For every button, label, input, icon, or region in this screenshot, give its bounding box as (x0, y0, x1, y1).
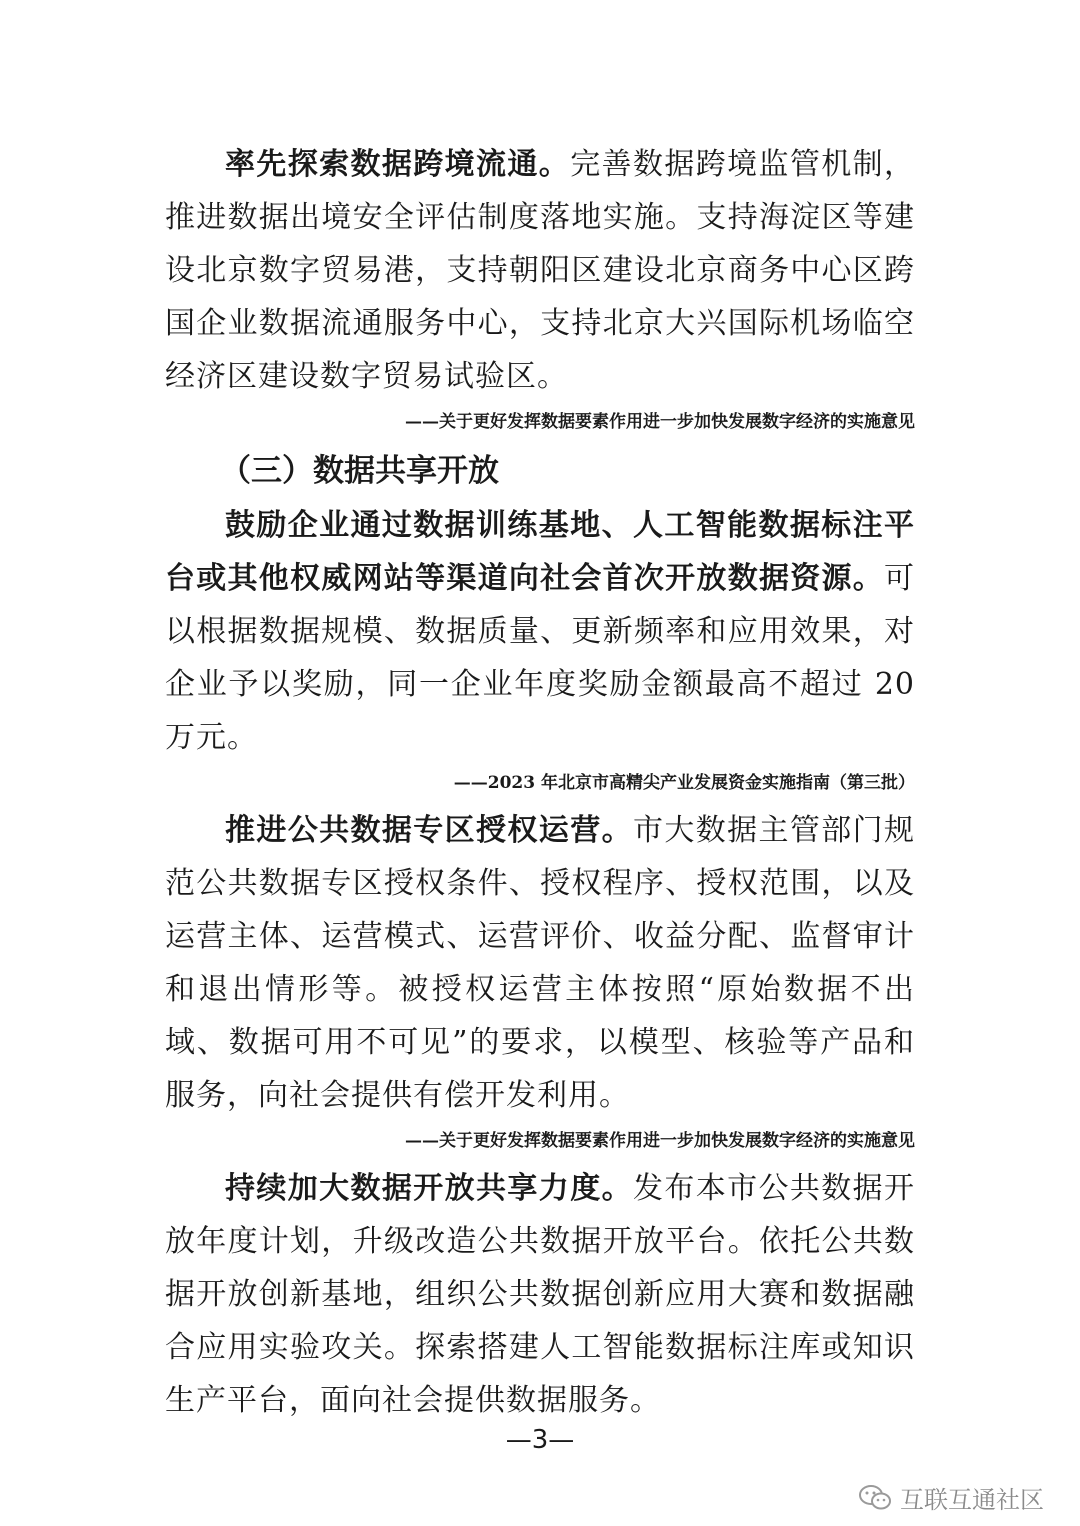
source-citation: ——关于更好发挥数据要素作用进一步加快发展数字经济的实施意见 (405, 412, 915, 432)
source-citation: ——关于更好发挥数据要素作用进一步加快发展数字经济的实施意见 (405, 1131, 915, 1151)
document-body (165, 138, 915, 1427)
watermark (858, 1480, 1044, 1515)
paragraph-lead: 率先探索数据跨境流通。 (225, 147, 571, 182)
paragraph-body: 市大数据主管部门规范公共数据专区授权条件、授权程序、授权范围，以及运营主体、运营模式、运营评价、收益分配、监督审计和退出情形等。被授权运营主体按照“原始数据不出域、数据可用不可见”的要求，以模型、核验等产品和服务，向社会提供有偿开发利用。 (165, 813, 916, 1113)
wechat-icon (858, 1484, 892, 1512)
paragraph-lead: 推进公共数据专区授权运营。 (225, 813, 633, 848)
paragraph-open-sharing (165, 1162, 915, 1427)
paragraph-cross-border (165, 138, 915, 403)
paragraph-body: 可以根据数据规模、数据质量、更新频率和应用效果，对企业予以奖励，同一企业年度奖励金额最高不超过 20 万元。 (165, 561, 915, 755)
source-citation: ——2023 年北京市高精尖产业发展资金实施指南（第三批） (453, 773, 915, 793)
paragraph-lead: 持续加大数据开放共享力度。 (225, 1171, 633, 1206)
watermark-text: 互联互通社区 (900, 1486, 1044, 1514)
paragraph-open-data (165, 499, 915, 764)
paragraph-body: 完善数据跨境监管机制，推进数据出境安全评估制度落地实施。支持海淀区等建设北京数字贸易港，支持朝阳区建设北京商务中心区跨国企业数据流通服务中心，支持北京大兴国际机场临空经济区建设数字贸易试验区。 (165, 147, 916, 394)
section-title: （三）数据共享开放 (220, 453, 499, 489)
page-number: —3— (505, 1425, 575, 1455)
paragraph-lead: 鼓励企业通过数据训练基地、人工智能数据标注平台或其他权威网站等渠道向社会首次开放数据资源。 (165, 508, 915, 596)
paragraph-body: 发布本市公共数据开放年度计划，升级改造公共数据开放平台。依托公共数据开放创新基地，组织公共数据创新应用大赛和数据融合应用实验攻关。探索搭建人工智能数据标注库或知识生产平台，面向社会提供数据服务。 (165, 1171, 916, 1418)
paragraph-authorized-operation (165, 804, 915, 1122)
